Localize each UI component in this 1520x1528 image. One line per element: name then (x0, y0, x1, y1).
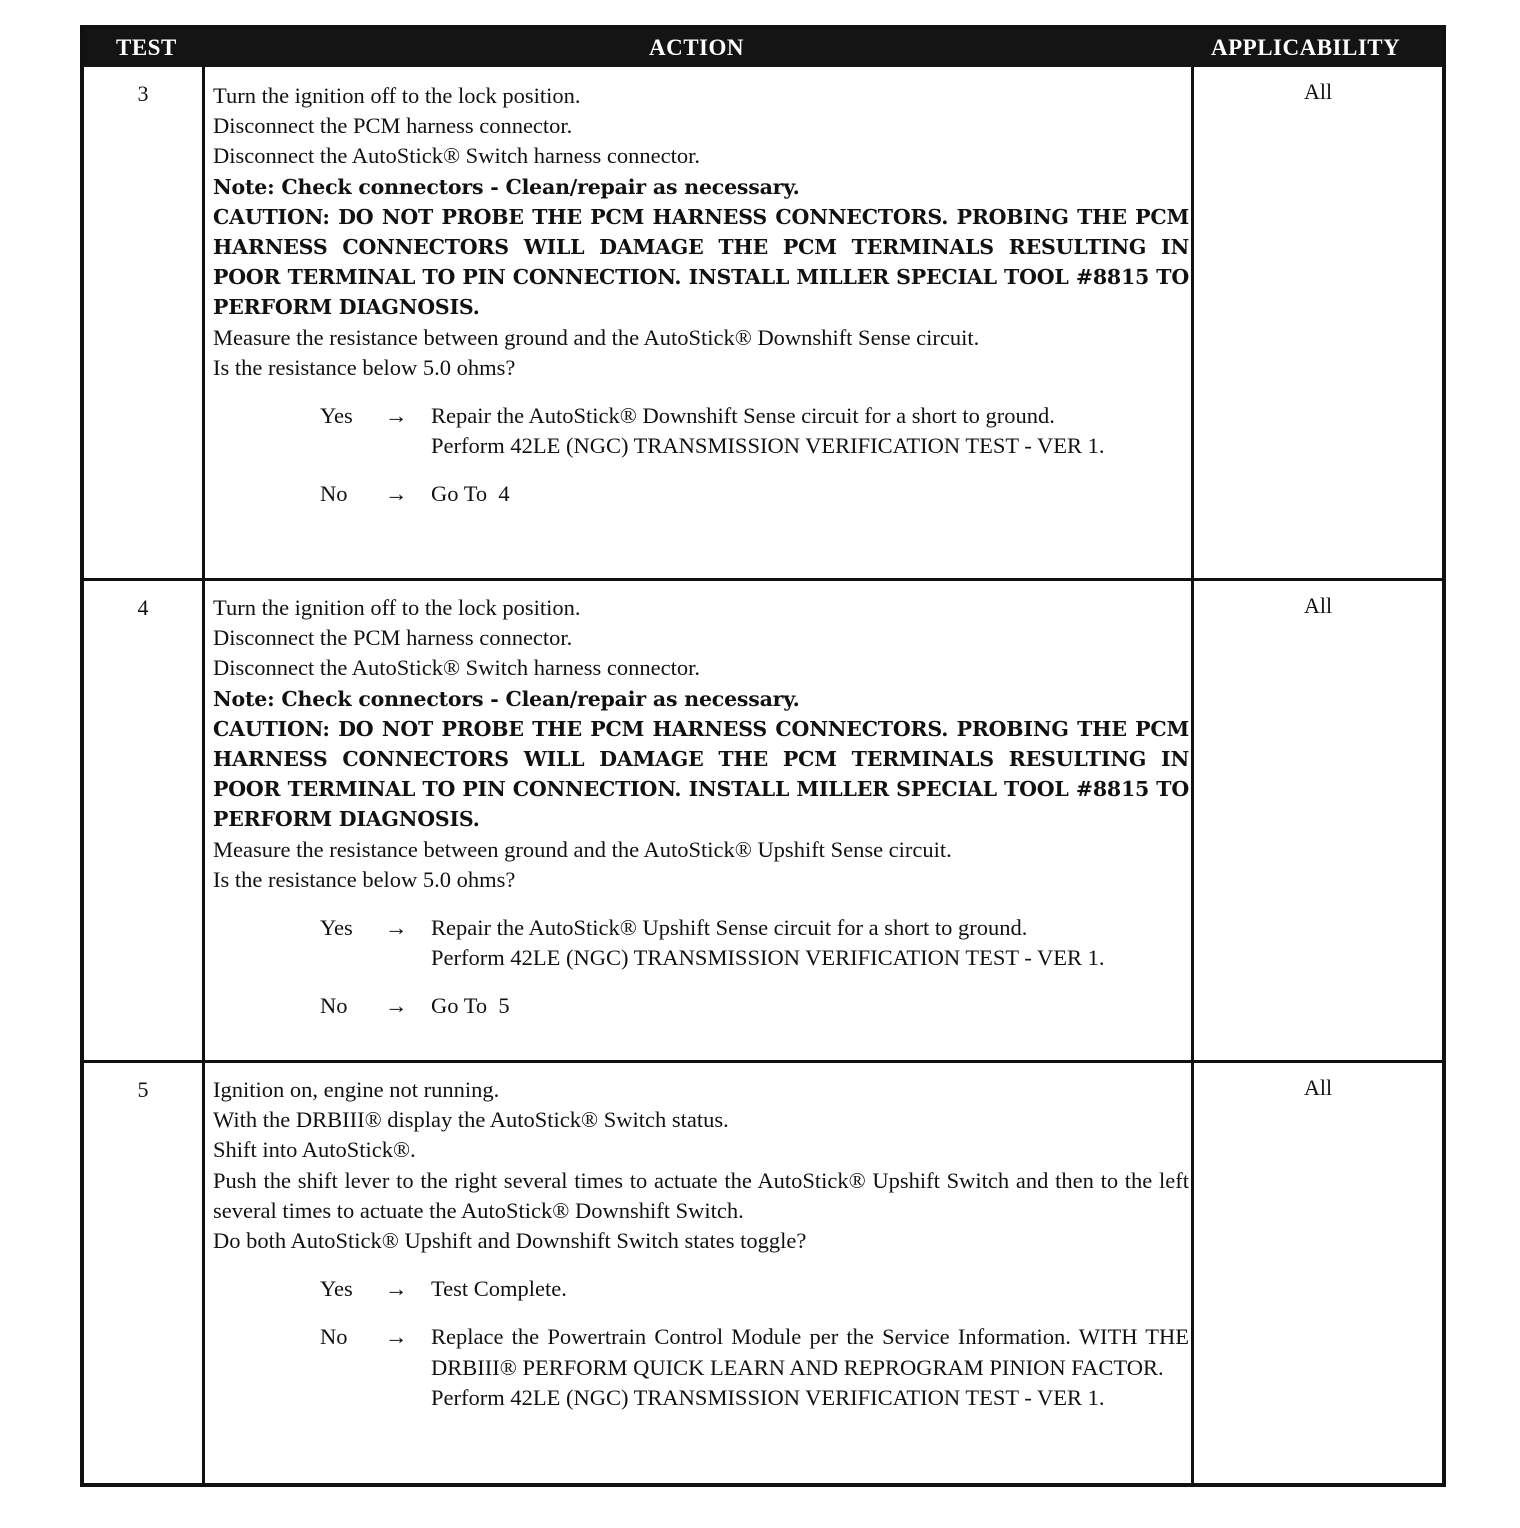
applicability-cell: All (1303, 593, 1333, 618)
no-outcome (213, 1322, 1189, 1413)
no-text: Go To 5 (431, 993, 510, 1019)
measure-text: Measure the resistance between ground and the AutoStick® Downshift Sense circuit. (213, 324, 980, 350)
yes-label: Yes (320, 1276, 353, 1302)
arrow-icon: → (385, 915, 408, 941)
table-row (84, 1063, 1442, 1483)
question-text: Is the resistance below 5.0 ohms? (213, 866, 516, 892)
action-line: With the DRBIII® display the AutoStick® Switch status. (213, 1107, 729, 1133)
action-line: Disconnect the AutoStick® Switch harness connector. (213, 655, 701, 681)
yes-label: Yes (320, 915, 353, 941)
arrow-icon: → (385, 481, 408, 507)
no-text: Replace the Powertrain Control Module per the Service Information. WITH THE DRBIII® PERFORM QUICK LEARN AND REPROGRAM PINION FACTOR. (431, 1324, 1189, 1380)
action-cell (213, 81, 1189, 510)
no-label: No (320, 481, 348, 507)
yes-outcome (213, 401, 1189, 461)
question-text: Is the resistance below 5.0 ohms? (213, 354, 516, 380)
action-line: Shift into AutoStick®. (213, 1137, 416, 1163)
caution-text: CAUTION: DO NOT PROBE THE PCM HARNESS CONNECTORS. PROBING THE PCM HARNESS CONNECTORS WILL DAMAGE THE PCM TERMINALS RESULTING IN POOR TERMINAL TO PIN CONNECTION. INSTALL MILLER SPECIAL TOOL #8815 TO PERFORM DIAGNOSIS. (213, 204, 1189, 320)
arrow-icon: → (385, 1324, 408, 1350)
no-outcome (213, 991, 1189, 1021)
action-cell (213, 1075, 1189, 1413)
action-line: Disconnect the PCM harness connector. (213, 625, 573, 651)
yes-outcome (213, 913, 1189, 973)
action-line: Disconnect the PCM harness connector. (213, 113, 573, 139)
test-number: 4 (137, 595, 149, 620)
action-line: Ignition on, engine not running. (213, 1077, 500, 1102)
action-line: Turn the ignition off to the lock position. (213, 595, 581, 620)
push-text: Push the shift lever to the right several times to actuate the AutoStick® Upshift Switch and then to the left several times to actuate the AutoStick® Downshift Switch. (213, 1167, 1189, 1223)
question-text: Do both AutoStick® Upshift and Downshift Switch states toggle? (213, 1228, 807, 1254)
test-number: 5 (137, 1077, 149, 1102)
action-cell (213, 593, 1189, 1022)
yes-label: Yes (320, 403, 353, 429)
arrow-icon: → (385, 403, 408, 429)
action-line: Disconnect the AutoStick® Switch harness connector. (213, 143, 701, 169)
yes-text: Repair the AutoStick® Downshift Sense circuit for a short to ground. (431, 403, 1055, 429)
measure-text: Measure the resistance between ground and the AutoStick® Upshift Sense circuit. (213, 836, 952, 862)
table-row (84, 67, 1442, 578)
yes-outcome (213, 1274, 1189, 1304)
table-header (84, 29, 1442, 67)
no-text: Go To 4 (431, 481, 510, 507)
applicability-cell: All (1303, 1075, 1333, 1100)
yes-text: Repair the AutoStick® Upshift Sense circuit for a short to ground. (431, 915, 1028, 941)
no-text: Perform 42LE (NGC) TRANSMISSION VERIFICATION TEST - VER 1. (431, 1384, 1105, 1410)
test-number: 3 (137, 81, 149, 106)
note-text: Note: Check connectors - Clean/repair as necessary. (213, 686, 800, 711)
no-label: No (320, 993, 348, 1019)
arrow-icon: → (385, 993, 408, 1019)
header-action: ACTION (649, 35, 745, 60)
action-line: Turn the ignition off to the lock position. (213, 83, 581, 108)
yes-text: Test Complete. (431, 1276, 567, 1302)
no-label: No (320, 1324, 348, 1350)
yes-text: Perform 42LE (NGC) TRANSMISSION VERIFICATION TEST - VER 1. (431, 433, 1105, 459)
header-test: TEST (116, 35, 177, 60)
note-text: Note: Check connectors - Clean/repair as necessary. (213, 174, 800, 199)
header-applicability: APPLICABILITY (1211, 35, 1401, 60)
no-outcome (213, 479, 1189, 509)
applicability-cell: All (1303, 79, 1333, 104)
yes-text: Perform 42LE (NGC) TRANSMISSION VERIFICATION TEST - VER 1. (431, 945, 1105, 971)
diagnostic-table (80, 25, 1446, 1487)
arrow-icon: → (385, 1276, 408, 1302)
table-row (84, 581, 1442, 1060)
caution-text: CAUTION: DO NOT PROBE THE PCM HARNESS CONNECTORS. PROBING THE PCM HARNESS CONNECTORS WILL DAMAGE THE PCM TERMINALS RESULTING IN POOR TERMINAL TO PIN CONNECTION. INSTALL MILLER SPECIAL TOOL #8815 TO PERFORM DIAGNOSIS. (213, 716, 1189, 832)
